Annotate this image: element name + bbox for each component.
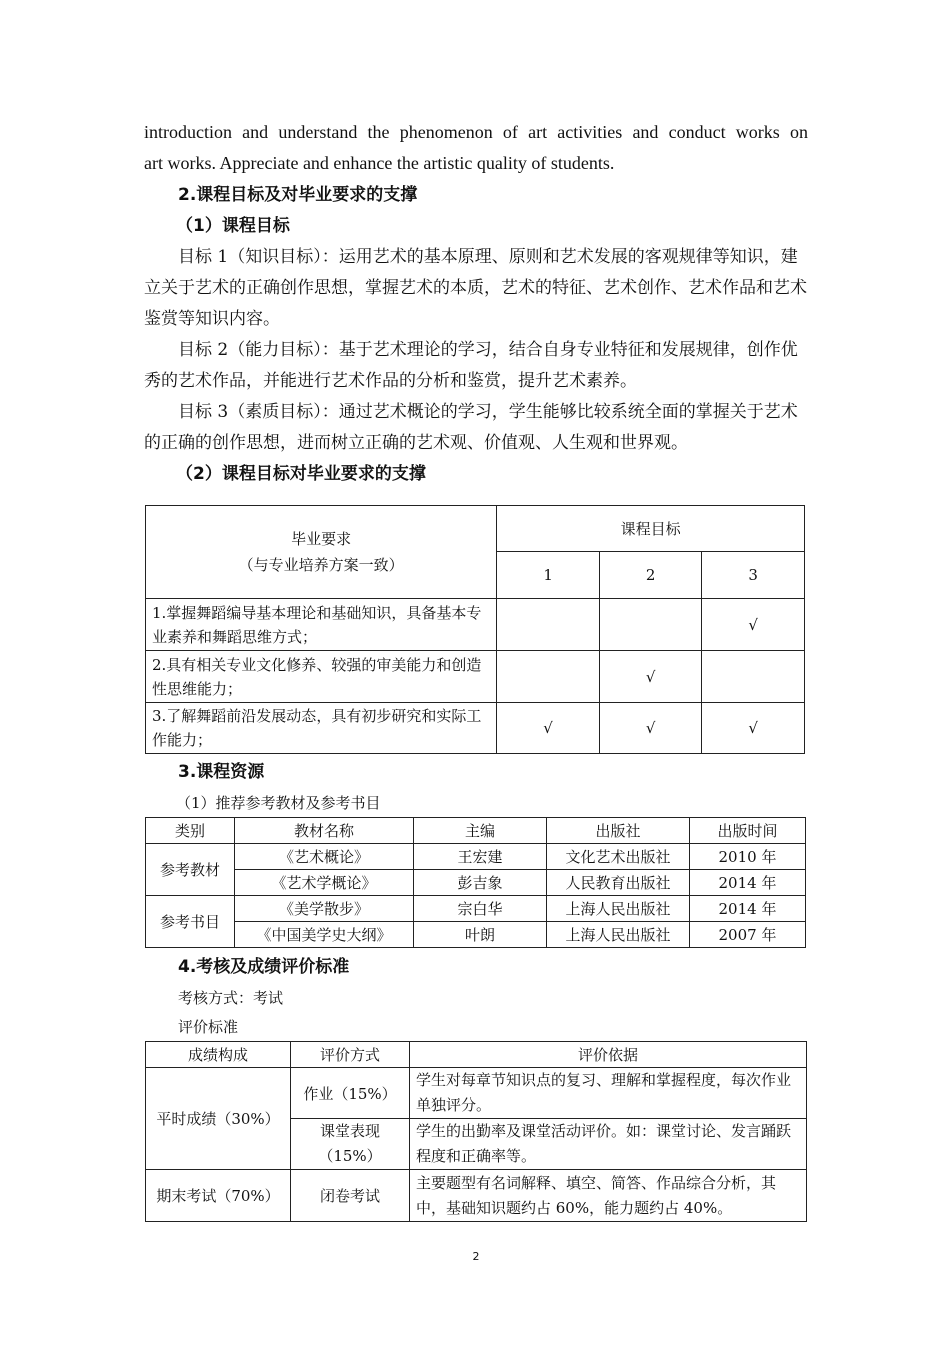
book-editor: 王宏建 bbox=[414, 844, 547, 870]
homework-method: 作业（15%） bbox=[291, 1068, 410, 1119]
book-publisher: 上海人民出版社 bbox=[547, 922, 690, 948]
book-editor: 叶朗 bbox=[414, 922, 547, 948]
grade-table bbox=[145, 1041, 807, 1222]
book-publisher: 人民教育出版社 bbox=[547, 870, 690, 896]
homework-basis: 学生对每章节知识点的复习、理解和掌握程度，每次作业单独评分。 bbox=[410, 1068, 807, 1119]
table-row bbox=[146, 870, 806, 896]
closed-book-method: 闭卷考试 bbox=[291, 1170, 410, 1222]
book-title: 《艺术概论》 bbox=[235, 844, 414, 870]
group-textbooks: 参考教材 bbox=[146, 844, 235, 896]
book-year: 2014 年 bbox=[690, 870, 806, 896]
section-3-sub-1: （1）推荐参考教材及参考书目 bbox=[176, 794, 381, 812]
req-2-goal-3 bbox=[702, 651, 805, 703]
col-category: 类别 bbox=[146, 818, 235, 844]
section-2-sub-2: （2）课程目标对毕业要求的支撑 bbox=[176, 464, 426, 484]
section-4-heading: 4.考核及成绩评价标准 bbox=[178, 957, 350, 977]
book-editor: 彭吉象 bbox=[414, 870, 547, 896]
section-2-heading: 2.课程目标及对毕业要求的支撑 bbox=[178, 185, 418, 205]
support-table bbox=[145, 505, 805, 754]
req-1-goal-3: √ bbox=[702, 599, 805, 651]
section-2-sub-1: （1）课程目标 bbox=[176, 216, 290, 236]
final-basis: 主要题型有名词解释、填空、简答、作品综合分析，其中，基础知识题约占 60%，能力题约占 40%。 bbox=[410, 1170, 807, 1222]
table-row bbox=[146, 1170, 807, 1222]
table-row bbox=[146, 1068, 807, 1119]
page-number: 2 bbox=[472, 1250, 480, 1263]
requirement-header-title: 毕业要求 bbox=[291, 530, 352, 548]
requirement-3: 3.了解舞蹈前沿发展动态，具有初步研究和实际工作能力； bbox=[146, 703, 497, 754]
col-eval-method: 评价方式 bbox=[291, 1042, 410, 1068]
req-1-goal-1 bbox=[497, 599, 600, 651]
evaluation-criteria-label: 评价标准 bbox=[178, 1018, 239, 1036]
book-title: 《美学散步》 bbox=[235, 896, 414, 922]
goal-col-3: 3 bbox=[702, 552, 805, 599]
intro-line-1: introduction and understand the phenomenon of art activities and conduct works on bbox=[144, 122, 808, 142]
book-publisher: 上海人民出版社 bbox=[547, 896, 690, 922]
book-title: 《中国美学史大纲》 bbox=[235, 922, 414, 948]
regular-grade: 平时成绩（30%） bbox=[146, 1068, 291, 1170]
table-row bbox=[146, 844, 806, 870]
classroom-method bbox=[291, 1119, 410, 1170]
col-eval-basis: 评价依据 bbox=[410, 1042, 807, 1068]
group-references: 参考书目 bbox=[146, 896, 235, 948]
req-2-goal-2: √ bbox=[599, 651, 702, 703]
goal-col-1: 1 bbox=[497, 552, 600, 599]
classroom-basis: 学生的出勤率及课堂活动评价。如：课堂讨论、发言踊跃程度和正确率等。 bbox=[410, 1119, 807, 1170]
book-publisher: 文化艺术出版社 bbox=[547, 844, 690, 870]
book-year: 2014 年 bbox=[690, 896, 806, 922]
resource-table bbox=[145, 817, 806, 948]
goal-1-text: 目标 1（知识目标）：运用艺术的基本原理、原则和艺术发展的客观规律等知识，建立关于艺术的正确创作思想，掌握艺术的本质，艺术的特征、艺术创作、艺术作品和艺术鉴赏等知识内容。 bbox=[144, 247, 807, 329]
col-title: 教材名称 bbox=[235, 818, 414, 844]
book-year: 2007 年 bbox=[690, 922, 806, 948]
goal-2-text: 目标 2（能力目标）：基于艺术理论的学习，结合自身专业特征和发展规律，创作优秀的艺术作品，并能进行艺术作品的分析和鉴赏，提升艺术素养。 bbox=[144, 340, 798, 391]
goals-header: 课程目标 bbox=[497, 506, 805, 552]
req-1-goal-2 bbox=[599, 599, 702, 651]
col-grade-component: 成绩构成 bbox=[146, 1042, 291, 1068]
col-editor: 主编 bbox=[414, 818, 547, 844]
requirement-2: 2.具有相关专业文化修养、较强的审美能力和创造性思维能力； bbox=[146, 651, 497, 703]
assessment-method: 考核方式：考试 bbox=[178, 989, 284, 1007]
goal-col-2: 2 bbox=[599, 552, 702, 599]
section-3-heading: 3.课程资源 bbox=[178, 762, 265, 782]
requirement-1: 1.掌握舞蹈编导基本理论和基础知识，具备基本专业素养和舞蹈思维方式； bbox=[146, 599, 497, 651]
classroom-method-weight: （15%） bbox=[318, 1147, 382, 1165]
book-editor: 宗白华 bbox=[414, 896, 547, 922]
requirement-header bbox=[146, 506, 497, 599]
final-grade: 期末考试（70%） bbox=[146, 1170, 291, 1222]
book-title: 《艺术学概论》 bbox=[235, 870, 414, 896]
table-row bbox=[146, 896, 806, 922]
book-year: 2010 年 bbox=[690, 844, 806, 870]
req-2-goal-1 bbox=[497, 651, 600, 703]
goal-3-text: 目标 3（素质目标）：通过艺术概论的学习，学生能够比较系统全面的掌握关于艺术的正确的创作思想，进而树立正确的艺术观、价值观、人生观和世界观。 bbox=[144, 402, 798, 453]
intro-line-2: art works. Appreciate and enhance the artistic quality of students. bbox=[144, 153, 615, 173]
col-year: 出版时间 bbox=[690, 818, 806, 844]
col-publisher: 出版社 bbox=[547, 818, 690, 844]
requirement-header-note: （与专业培养方案一致） bbox=[238, 556, 404, 574]
table-row bbox=[146, 922, 806, 948]
classroom-method-label: 课堂表现 bbox=[319, 1122, 380, 1140]
req-3-goal-1: √ bbox=[497, 703, 600, 754]
req-3-goal-3: √ bbox=[702, 703, 805, 754]
req-3-goal-2: √ bbox=[599, 703, 702, 754]
